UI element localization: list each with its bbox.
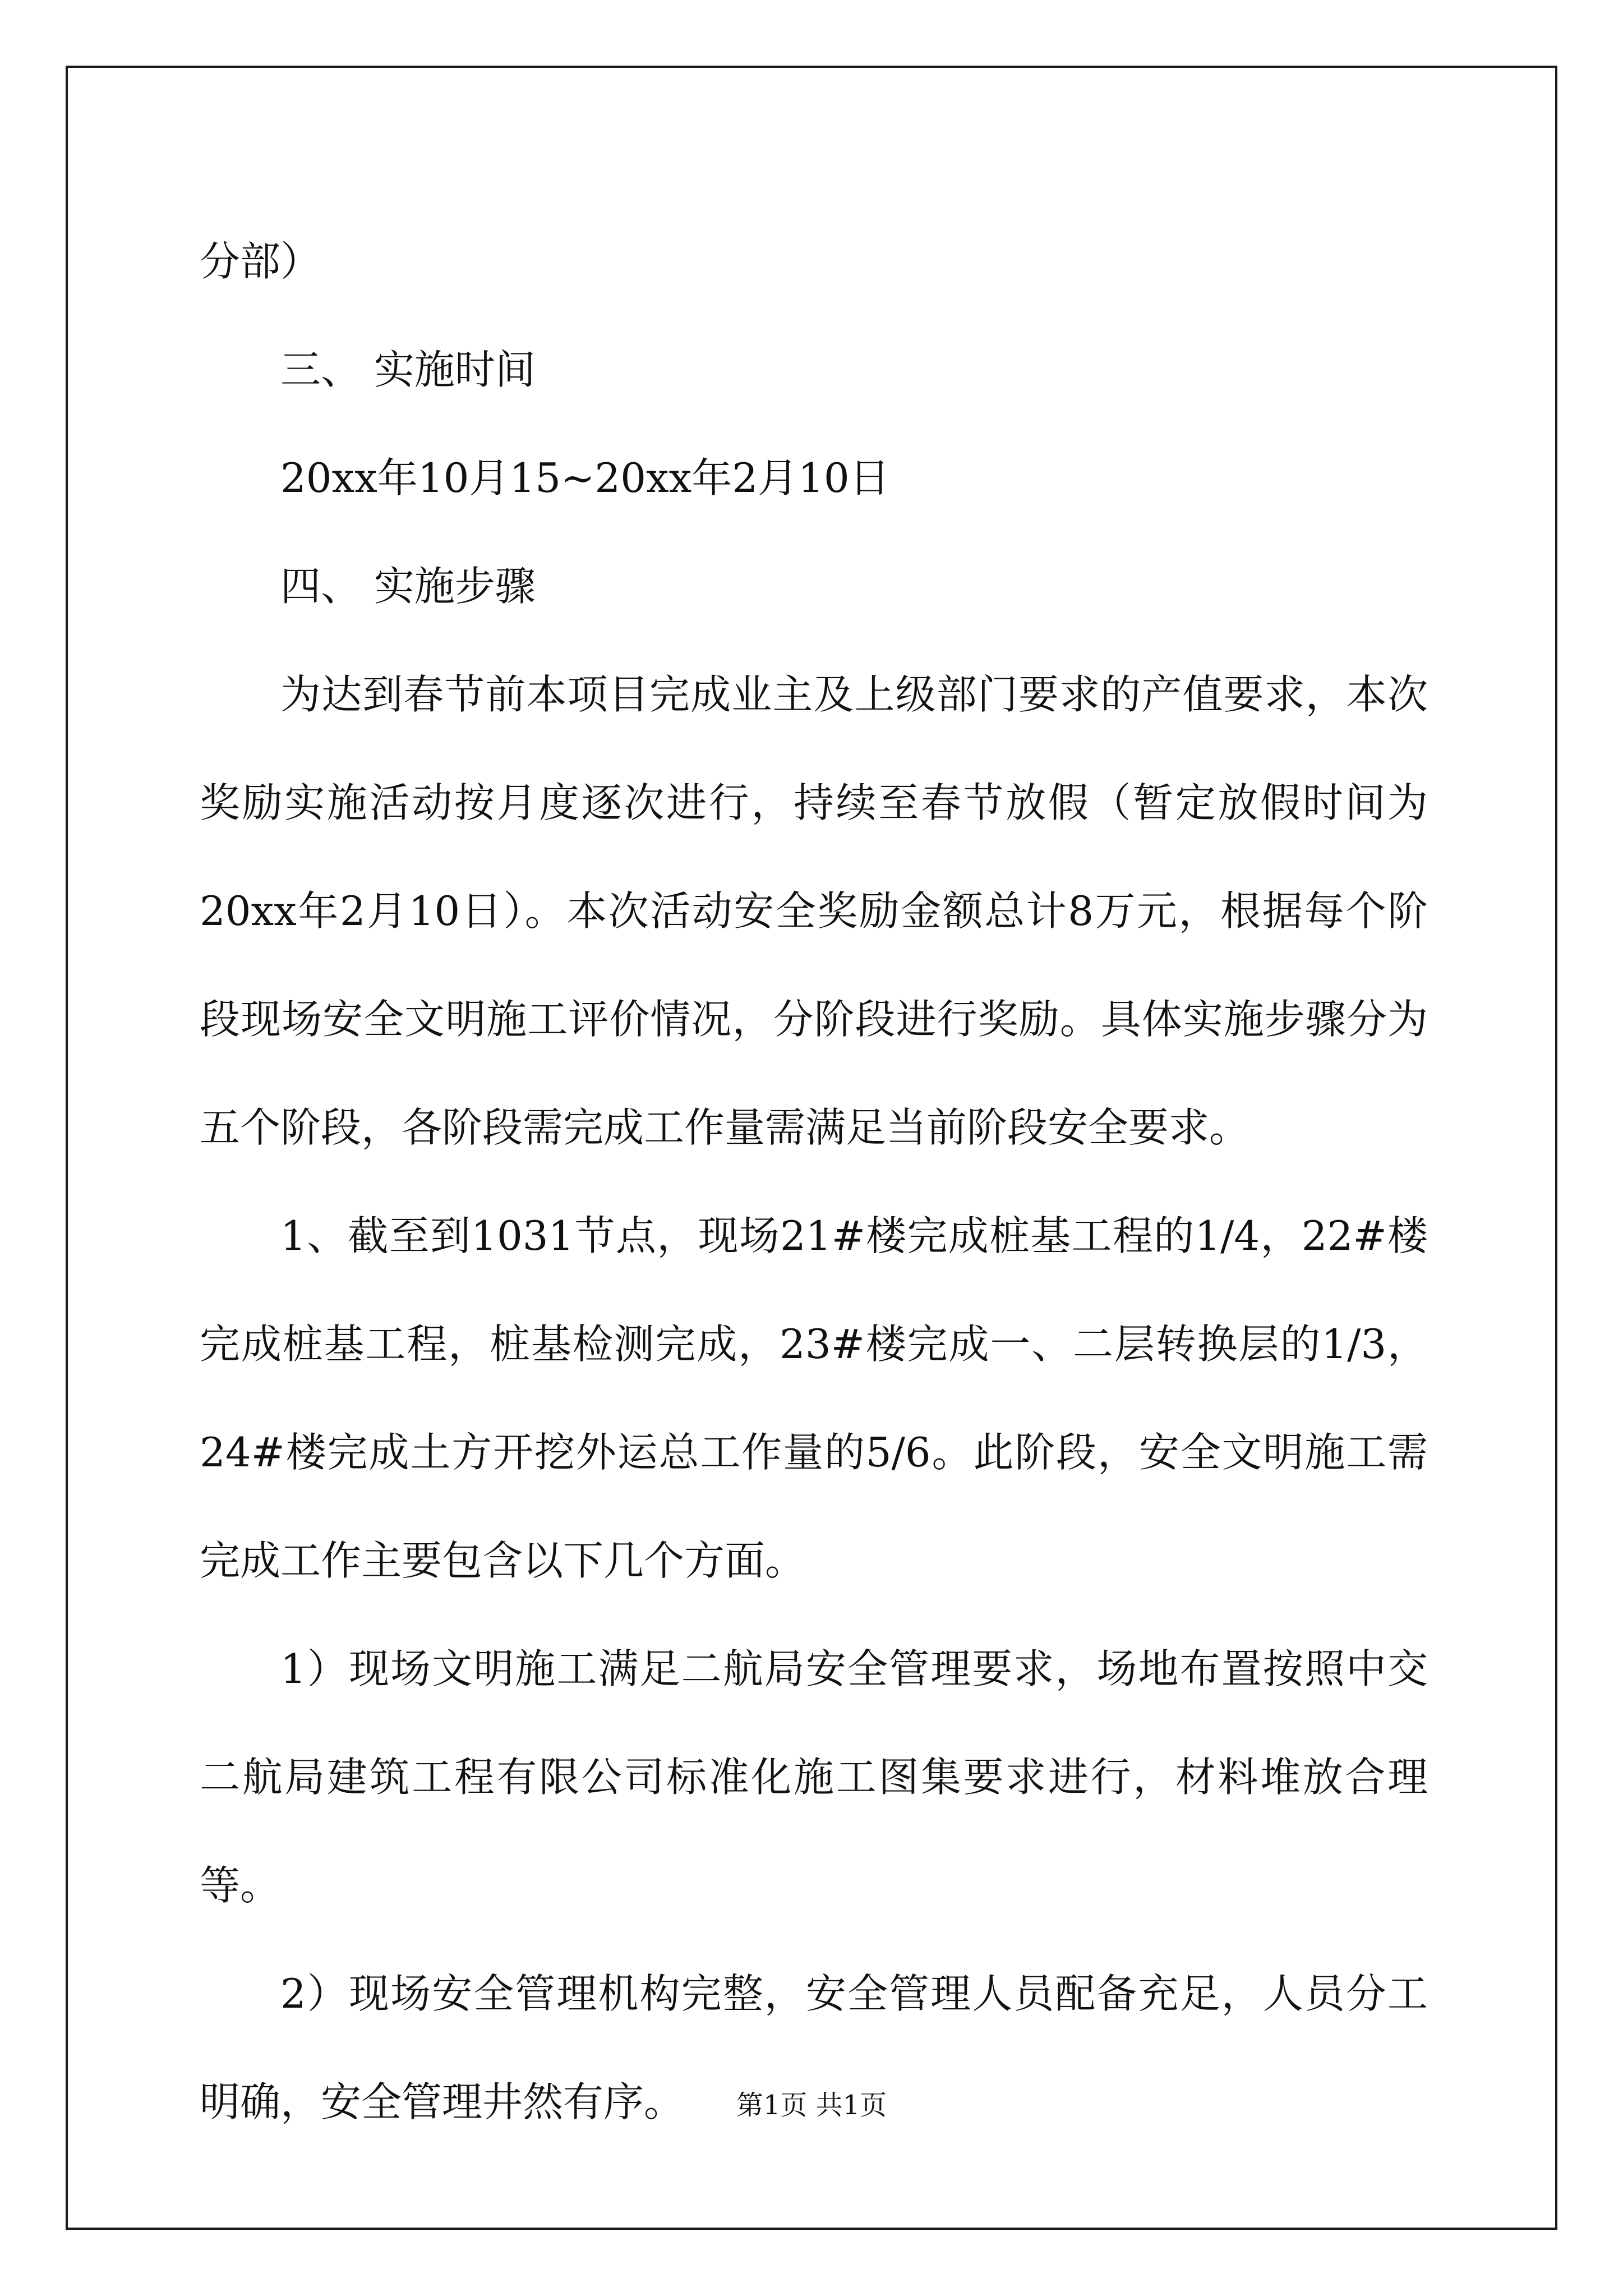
paragraph-overview: 为达到春节前本项目完成业主及上级部门要求的产值要求，本次奖励实施活动按月度逐次进行，持续至春节放假（暂定放假时间为20xx年2月10日）。本次活动安全奖励金额总计8万元，根据每个阶段现场安全文明施工评价情况，分阶段进行奖励。具体实施步骤分为五个阶段，各阶段需完成工作量需满足当前阶段安全要求。 <box>200 671 1428 1151</box>
section-heading-implementation-steps: 四、 实施步骤 <box>280 563 536 610</box>
paragraph-step-1: 1、截至到1031节点，现场21#楼完成桩基工程的1/4，22#楼完成桩基工程，桩基检测完成，23#楼完成一、二层转换层的1/3，24#楼完成土方开挖外运总工作量的5/6。此阶段，安全文明施工需完成工作主要包含以下几个方面。 <box>200 1212 1428 1584</box>
document-body <box>200 208 1428 2156</box>
section-heading-implementation-time: 三、 实施时间 <box>280 346 536 393</box>
paragraph-item-1: 1）现场文明施工满足二航局安全管理要求，场地布置按照中交二航局建筑工程有限公司标准化施工图集要求进行，材料堆放合理等。 <box>200 1645 1428 1909</box>
paragraph-continuation: 分部） <box>200 238 321 285</box>
paragraph-item-2: 2）现场安全管理机构完整，安全管理人员配备充足，人员分工明确，安全管理井然有序。 <box>200 1970 1428 2125</box>
paragraph-date-range: 20xx年10月15~20xx年2月10日 <box>280 454 890 501</box>
page-footer: 第1页 共1页 <box>736 2090 887 2121</box>
